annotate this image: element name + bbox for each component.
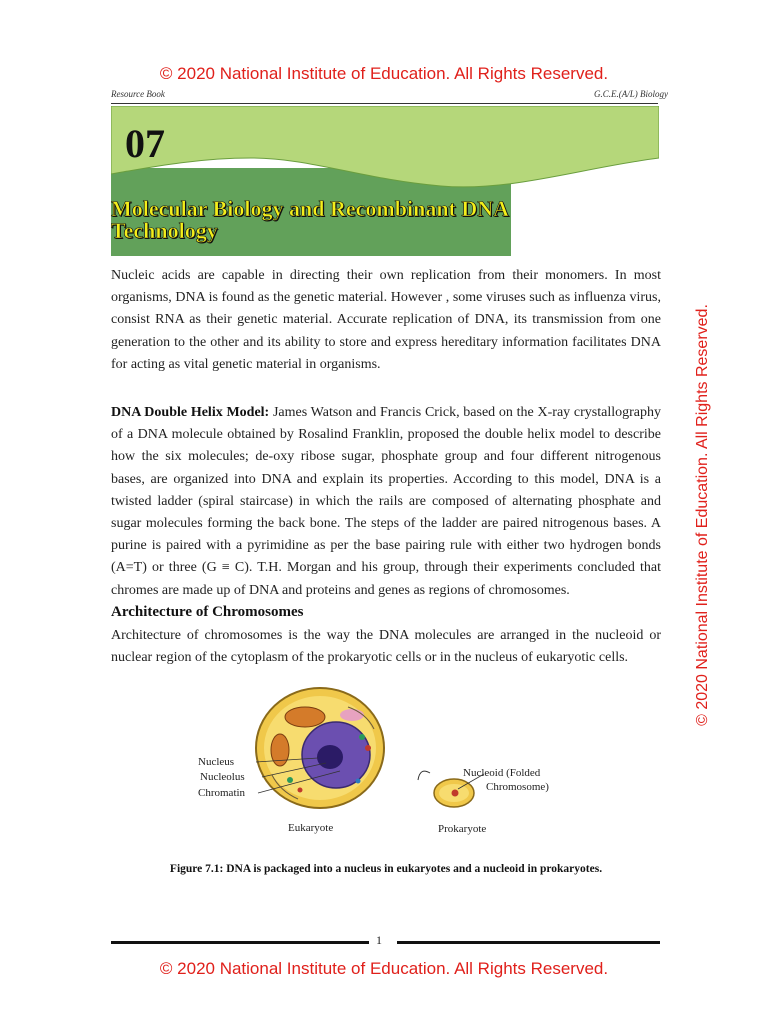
footer-rule-right xyxy=(397,941,660,944)
label-nucleus: Nucleus xyxy=(198,756,235,768)
header-rule xyxy=(111,103,658,104)
eukaryote-cell-illustration xyxy=(256,688,384,808)
copyright-top: © 2020 National Institute of Education. All Rights Reserved. xyxy=(159,64,609,83)
label-nucleoid-line1: Nucleoid (Folded xyxy=(463,767,541,779)
chromosome-architecture-paragraph: Architecture of chromosomes is the way the DNA molecules are arranged in the nucleoid or nuclear region of the cytoplasm of the prokaryotic cells or in the nucleus of eukaryotic cells. xyxy=(111,628,661,666)
footer-rule-left xyxy=(111,941,369,944)
page-number: 1 xyxy=(376,933,382,947)
double-helix-text: James Watson and Francis Crick, based on the X-ray crystallography of a DNA molecule obtained by Rosalind Franklin, proposed the double helix model to describe how the six molecules; de-oxy ribose sugar, phosphate group and four different nitrogenous bases, are organized into DNA and explain its properties. According to this model, DNA is a twisted ladder (spiral staircase) in which the rails are composed of alternating phosphate and sugar molecules forming the back bone. The steps of the ladder are paired nitrogenous bases. A purine is paired with a pyrimidine as per the base pairing rule with either two hydrogen bonds (A=T) or three (G ≡ C). T.H. Morgan and his group, through their experiments concluded that chromes are made up of DNA and proteins and genes as regions of chromosomes. xyxy=(111,405,661,598)
label-prokaryote: Prokaryote xyxy=(438,823,487,835)
copyright-bottom: © 2020 National Institute of Education. All Rights Reserved. xyxy=(159,959,609,978)
chapter-title: Molecular Biology and Recombinant DNA Technology xyxy=(111,196,508,243)
label-nucleolus: Nucleolus xyxy=(200,771,245,783)
figure-caption: Figure 7.1: DNA is packaged into a nucleus in eukaryotes and a nucleoid in prokaryotes. xyxy=(169,863,603,875)
label-eukaryote: Eukaryote xyxy=(288,822,334,834)
chapter-number: 07 xyxy=(125,121,165,166)
double-helix-paragraph xyxy=(111,402,661,602)
copyright-side: © 2020 National Institute of Education. All Rights Reserved. xyxy=(694,304,711,726)
section-heading: Architecture of Chromosomes xyxy=(111,604,304,620)
intro-paragraph: Nucleic acids are capable in directing their own replication from their monomers. In most organisms, DNA is found as the genetic material. However , some viruses such as influenza virus, consist RNA as their genetic material. Accurate replication of DNA, its transmission from one generation to the other and its ability to store and express hereditary information facilitates DNA for acting as vital genetic material in organisms. xyxy=(111,268,661,372)
label-chromatin: Chromatin xyxy=(198,787,246,799)
cell-figure xyxy=(180,685,600,845)
running-head-left: Resource Book xyxy=(111,89,165,99)
double-helix-lead: DNA Double Helix Model: xyxy=(111,405,270,420)
label-nucleoid-line2: Chromosome) xyxy=(486,781,549,793)
running-head-right: G.C.E.(A/L) Biology xyxy=(594,89,668,99)
